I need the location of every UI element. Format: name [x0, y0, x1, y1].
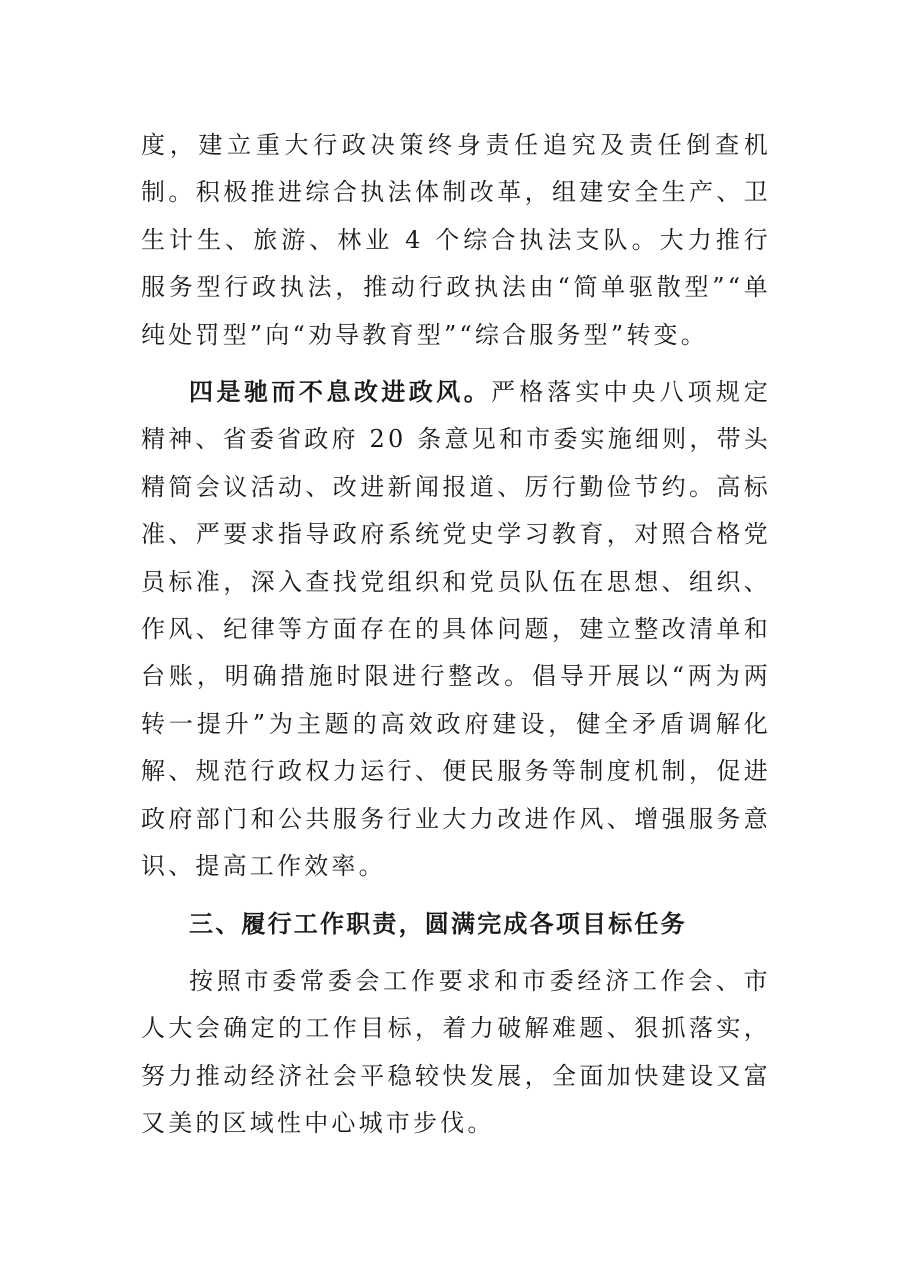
paragraph-gap: [141, 948, 771, 958]
paragraph-work-style: [141, 369, 771, 890]
paragraph-gap: [141, 359, 771, 369]
paragraph-continuation: 度，建立重大行政决策终身责任追究及责任倒查机制。积极推进综合执法体制改革，组建安全生产、卫生计生、旅游、林业 4 个综合执法支队。大力推行服务型行政执法，推动行政执法由“简单驱散型”“单纯处罚型”向“劝导教育型”“综合服务型”转变。: [141, 131, 771, 349]
section-heading: 三、履行工作职责，圆满完成各项目标任务: [189, 909, 687, 938]
paragraph-goals: 按照市委常委会工作要求和市委经济工作会、市人大会确定的工作目标，着力破解难题、狠抓落实，努力推动经济社会平稳较快发展，全面加快建设又富又美的区域性中心城市步伐。: [141, 966, 771, 1138]
paragraph-lead-bold: 四是驰而不息改进政风。: [189, 378, 492, 407]
paragraph-gap: [141, 891, 771, 901]
paragraph-body: 严格落实中央八项规定精神、省委省政府 20 条意见和市委实施细则，带头精简会议活动、改进新闻报道、厉行勤俭节约。高标准、严要求指导政府系统党史学习教育，对照合格党员标准，深入查找党组织和党员队伍在思想、组织、作风、纪律等方面存在的具体问题，建立整改清单和台账，明确措施时限进行整改。倡导开展以“两为两转一提升”为主题的高效政府建设，健全矛盾调解化解、规范行政权力运行、便民服务等制度机制，促进政府部门和公共服务行业大力改进作风、增强服务意识、提高工作效率。: [141, 378, 771, 881]
document-body: [141, 122, 771, 1148]
